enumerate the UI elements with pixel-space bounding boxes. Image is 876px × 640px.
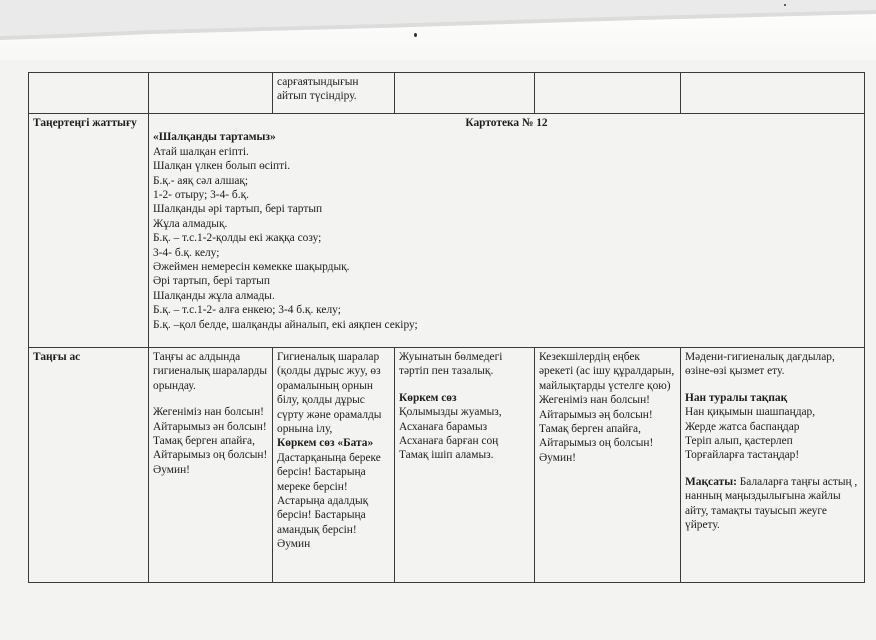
exercise-line: Әжеймен немересін көмекке шақырдық. (153, 261, 350, 274)
game-title: «Шалқанды тартамыз» (153, 131, 276, 144)
cell-heading: Нан туралы тақпақ (685, 391, 788, 404)
exercise-line: Б.қ. –қол белде, шалқанды айналып, екі аяқпен секіру; (153, 318, 418, 331)
poem-line: Тамақ ішіп аламыз. (399, 449, 494, 462)
poem-line: Теріп алып, қастерлеп (685, 435, 793, 448)
poem-line: Жерде жатса баспаңдар (685, 420, 800, 433)
poem-line: Асханаға барамыз (399, 420, 488, 433)
table-cell (273, 73, 395, 114)
exercise-line: Жұла алмадық. (153, 217, 228, 230)
poem-line: Нан қиқымын шашпаңдар, (685, 406, 816, 419)
scan-shadow (0, 0, 876, 60)
cell-intro: Жуынатын бөлмедегі тәртіп пен тазалық. (399, 351, 503, 378)
cell-intro: Таңғы ас алдында гигиеналық шараларды орындау. (153, 351, 267, 392)
table-cell (681, 73, 865, 114)
poem-line: Тамақ берген апайға, (539, 423, 641, 436)
morning-exercise-content (149, 114, 865, 348)
card-title: Картотека № 12 (465, 117, 548, 129)
goal-text: Балаларға таңғы астың , нанның маңыздылығына жайлы айту, тамақты тауысып жеуге үйрету. (685, 475, 858, 532)
goal-label: Мақсаты: (685, 475, 737, 488)
poem-line: Торғайларға тастаңдар! (685, 449, 800, 462)
poem-line: Жегеніміз нан болсын! (153, 406, 264, 419)
breakfast-col-3 (395, 348, 535, 583)
table-cell (29, 73, 149, 114)
exercise-line: Шалқанды әрі тартып, бері тартып (153, 203, 323, 216)
exercise-line: Шалқан үлкен болып өсіпті. (153, 160, 291, 173)
cell-intro: Кезекшілердің еңбек әрекеті (ас ішу құралдарын, майлықтарды үстелге қою) (539, 351, 675, 392)
cell-heading: Көркем сөз (399, 391, 457, 404)
breakfast-col-4 (535, 348, 681, 583)
scan-speck (784, 4, 786, 6)
poem-line: Әумин! (153, 463, 190, 476)
exercise-line: Шалқанды жұла алмады. (153, 289, 275, 302)
breakfast-col-5 (681, 348, 865, 583)
breakfast-col-2 (273, 348, 395, 583)
poem-line: Айтарымыз оң болсын! (153, 449, 268, 462)
table-row (29, 114, 865, 348)
poem-line: Айтарымыз оң болсын! (539, 437, 654, 450)
table-cell (395, 73, 535, 114)
poem-line: Жегеніміз нан болсын! (539, 394, 650, 407)
exercise-line: 1-2- отыру; 3-4- б.қ. (153, 189, 249, 202)
row-label-breakfast: Таңғы ас (29, 348, 149, 583)
poem-line: Айтарымыз әң болсын! (539, 408, 653, 421)
table-cell (149, 73, 273, 114)
cell-intro: Мәдени-гигиеналық дағдылар, өзіне-өзі қызмет ету. (685, 351, 835, 378)
table-cell (535, 73, 681, 114)
scan-speck (414, 33, 417, 37)
exercise-line: Б.қ. – т.с.1-2-қолды екі жаққа созу; (153, 232, 322, 245)
cell-heading: Көркем сөз «Бата» (277, 437, 374, 450)
exercise-line: 3-4- б.қ. келу; (153, 246, 220, 259)
poem-line: Қолымызды жуамыз, (399, 406, 502, 419)
exercise-line: Б.қ. – т.с.1-2- алға енкею; 3-4 б.қ. келу; (153, 304, 341, 317)
poem-line: Тамақ берген апайға, (153, 435, 255, 448)
exercise-line: Атай шалқан егіпті. (153, 145, 249, 158)
poem-text: Дастарқаныңа береке берсін! Бастарыңа мереке берсін! Астарыңа адалдық берсін! Бастарыңа амандық берсін! Әумин (277, 451, 381, 551)
poem-line: Айтарымыз ән болсын! (153, 420, 267, 433)
table-row (29, 348, 865, 583)
poem-line: Әумин! (539, 451, 576, 464)
row-label-morning-exercise: Таңертеңгі жаттығу (29, 114, 149, 348)
cell-intro: Гигиеналық шаралар (қолды дұрыс жуу, өз орамалының орнын білу, қолды дұрыс сүрту және орамалды орнына ілу, (277, 351, 382, 436)
exercise-line: Б.қ.- аяқ сәл алшақ; (153, 174, 249, 187)
table-row (29, 73, 865, 114)
exercise-line: Әрі тартып, бері тартып (153, 275, 270, 288)
breakfast-col-1 (149, 348, 273, 583)
cell-text: сарғаятындығын айтып түсіндіру. (277, 76, 359, 103)
daily-plan-table (28, 72, 865, 583)
poem-line: Асханаға барған соң (399, 435, 499, 448)
goal-block (685, 475, 860, 533)
